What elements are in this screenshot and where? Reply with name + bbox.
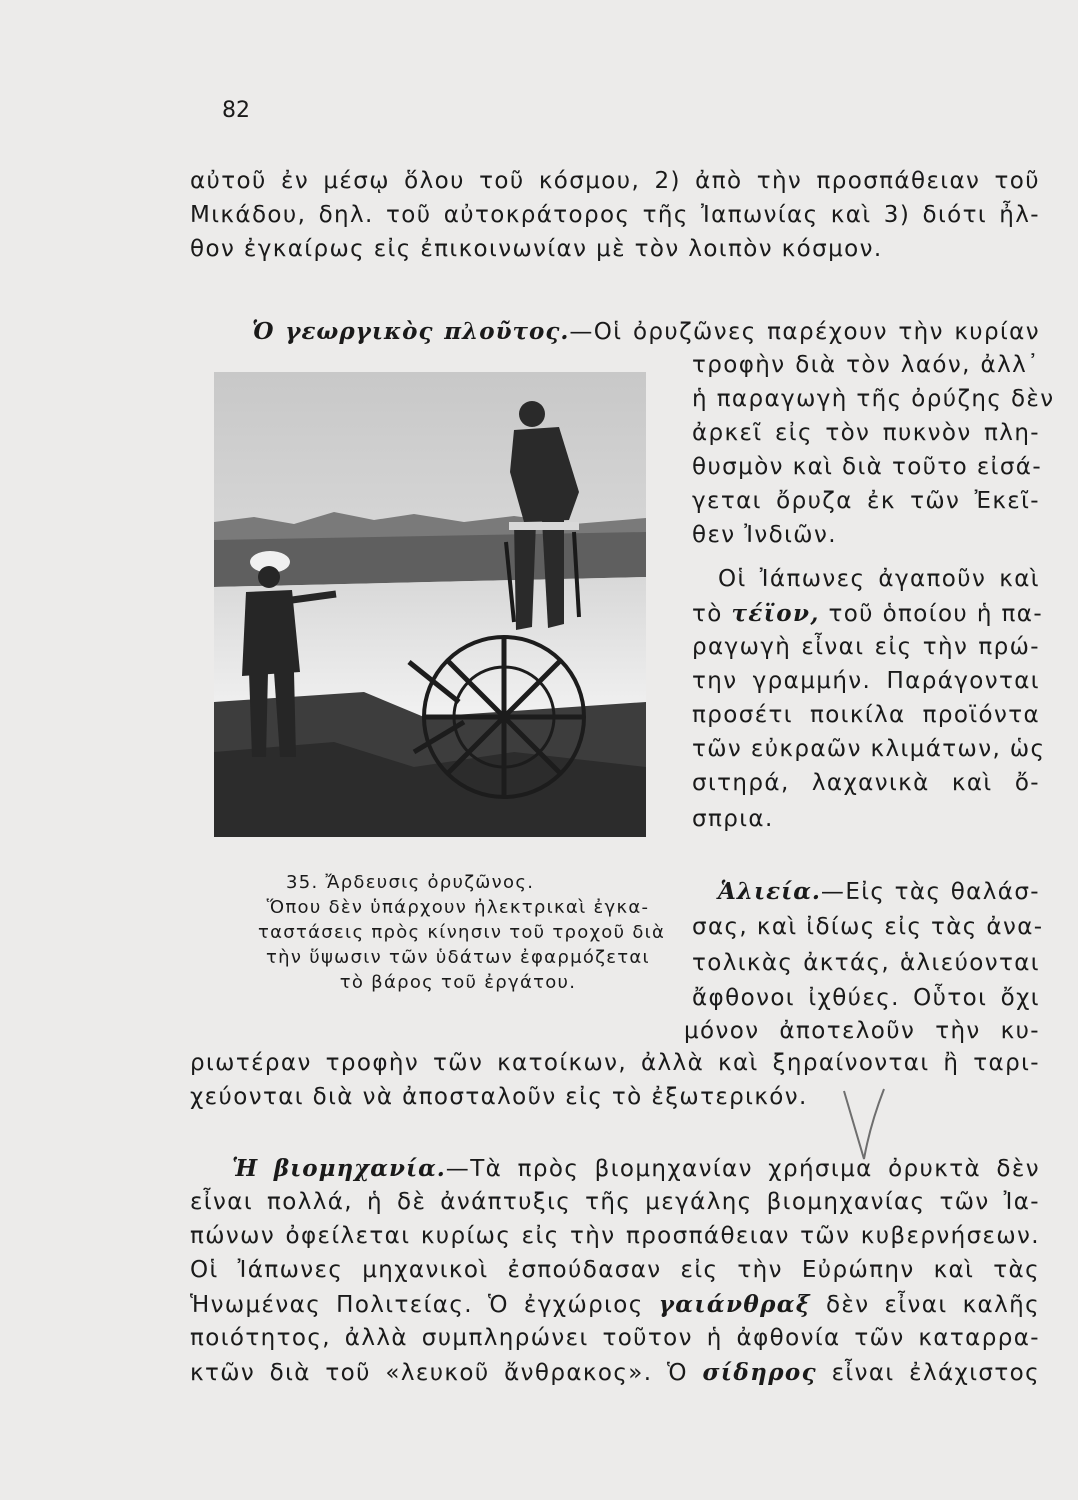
caption-line: τὴν ὕψωσιν τῶν ὑδάτων ἐφαρμόζεται (266, 947, 650, 968)
caption-line: ταστάσεις πρὸς κίνησιν τοῦ τροχοῦ διὰ (258, 922, 666, 943)
iron-pre: κτῶν διὰ τοῦ «λευκοῦ ἄνθρακος». Ὁ (190, 1360, 703, 1386)
tea-para-line: τῶν εὐκραῶν κλιμάτων, ὡς (692, 736, 1046, 762)
fishing-first-line (718, 878, 1040, 905)
industry-heading: Ἡ βιομηχανία. (232, 1155, 446, 1182)
agriculture-line: ἡ παραγωγὴ τῆς ὀρύζης δὲν (692, 386, 1055, 412)
intro-line-2: Μικάδου, δηλ. τοῦ αὐτοκράτορος τῆς Ἰαπωνίας καὶ 3) διότι ἦλ- (190, 202, 1040, 228)
fishing-line: ἄφθονοι ἰχθύες. Οὗτοι ὄχι (692, 985, 1040, 1011)
tea-line (692, 600, 1044, 627)
tea-para-line-1: Οἱ Ἰάπωνες ἀγαποῦν καὶ (718, 566, 1040, 592)
coal-pre: Ὁ ἐγχώριος (472, 1292, 659, 1318)
tea-para-line: ραγωγὴ εἶναι εἰς τὴν πρώ- (692, 634, 1040, 660)
agriculture-heading: Ὁ γεωργικὸς πλοῦτος. (252, 318, 570, 345)
fishing-full-line: χεύονται διὰ νὰ ἀποσταλοῦν εἰς τὸ ἐξωτερικόν. (190, 1084, 808, 1110)
agriculture-first-line (252, 318, 1040, 345)
industry-coal-line (190, 1291, 1040, 1318)
industry-line-part: Ἡνωμένας Πολιτείας. (190, 1292, 473, 1318)
fishing-full-line: ριωτέραν τροφὴν τῶν κατοίκων, ἀλλὰ καὶ ξηραίνονται ἢ ταρι- (190, 1050, 1040, 1076)
iron-word: σίδηρος (702, 1359, 818, 1386)
agriculture-line: θυσμὸν καὶ διὰ τοῦτο εἰσά- (692, 454, 1043, 480)
figure-caption (258, 870, 666, 995)
caption-title: 35. Ἄρδευσις ὀρυζῶνος. (286, 872, 535, 893)
fishing-first-line-text: —Εἰς τὰς θαλάσ- (820, 879, 1040, 905)
tea-word: τέϊον, (731, 600, 820, 627)
agriculture-first-line-text: —Οἱ ὀρυζῶνες παρέχουν τὴν κυρίαν (569, 319, 1040, 345)
agriculture-line: ἀρκεῖ εἰς τὸν πυκνὸν πλη- (692, 420, 1040, 446)
industry-line: Οἱ Ἰάπωνες μηχανικοὶ ἐσπούδασαν εἰς τὴν Εὐρώπην καὶ τὰς (190, 1257, 1040, 1283)
industry-line: εἶναι πολλά, ἡ δὲ ἀνάπτυξις τῆς μεγάλης βιομηχανίας τῶν Ἰα- (190, 1189, 1040, 1215)
fishing-heading: Ἁλιεία. (718, 878, 821, 905)
agriculture-line: γεται ὄρυζα ἐκ τῶν Ἐκεῖ- (692, 488, 1040, 514)
page-number: 82 (222, 98, 250, 123)
caption-line: τὸ βάρος τοῦ ἐργάτου. (339, 972, 577, 993)
tea-para-line: προσέτι ποικίλα προϊόντα (692, 702, 1040, 728)
tea-para-line: σιτηρά, λαχανικὰ καὶ ὄ- (692, 770, 1040, 796)
agriculture-line: θεν Ἰνδιῶν. (692, 522, 837, 548)
industry-first-line (232, 1155, 1040, 1182)
industry-line: ποιότητος, ἀλλὰ συμπληρώνει τοῦτον ἡ ἀφθονία τῶν καταρρα- (190, 1325, 1040, 1351)
coal-word: γαιάνθραξ (658, 1291, 811, 1318)
agriculture-line: τροφὴν διὰ τὸν λαόν, ἀλλ᾽ (692, 352, 1040, 378)
industry-line: πώνων ὀφείλεται κυρίως εἰς τὴν προσπάθειαν τῶν κυβερνήσεων. (190, 1223, 1040, 1249)
intro-line-1: αὐτοῦ ἐν μέσῳ ὅλου τοῦ κόσμου, 2) ἀπὸ τὴν προσπάθειαν τοῦ (190, 168, 1040, 194)
tea-prefix: τὸ (692, 601, 732, 627)
tea-para-line: σπρια. (692, 806, 774, 832)
industry-iron-line (190, 1359, 1040, 1386)
pencil-check-mark (840, 1085, 890, 1165)
industry-first-line-text: —Τὰ πρὸς βιομηχανίαν χρήσιμα ὀρυκτὰ δὲν (445, 1156, 1040, 1182)
fishing-line: μόνον ἀποτελοῦν τὴν κυ- (684, 1018, 1040, 1044)
tea-para-line: την γραμμήν. Παράγονται (692, 668, 1040, 694)
iron-post: εἶναι ἐλάχιστος (817, 1360, 1041, 1386)
photo-illustration (214, 372, 646, 837)
tea-suffix: τοῦ ὁποίου ἡ πα- (819, 601, 1044, 627)
intro-line-3: θον ἐγκαίρως εἰς ἐπικοινωνίαν μὲ τὸν λοιπὸν κόσμον. (190, 236, 883, 262)
coal-post: δὲν εἶναι καλῆς (810, 1292, 1040, 1318)
fishing-line: τολικὰς ἀκτάς, ἁλιεύονται (692, 950, 1040, 976)
rice-irrigation-photo (214, 372, 646, 837)
caption-line: Ὅπου δὲν ὑπάρχουν ἠλεκτρικαὶ ἐγκα- (266, 897, 650, 918)
fishing-line: σας, καὶ ἰδίως εἰς τὰς ἀνα- (692, 914, 1044, 940)
